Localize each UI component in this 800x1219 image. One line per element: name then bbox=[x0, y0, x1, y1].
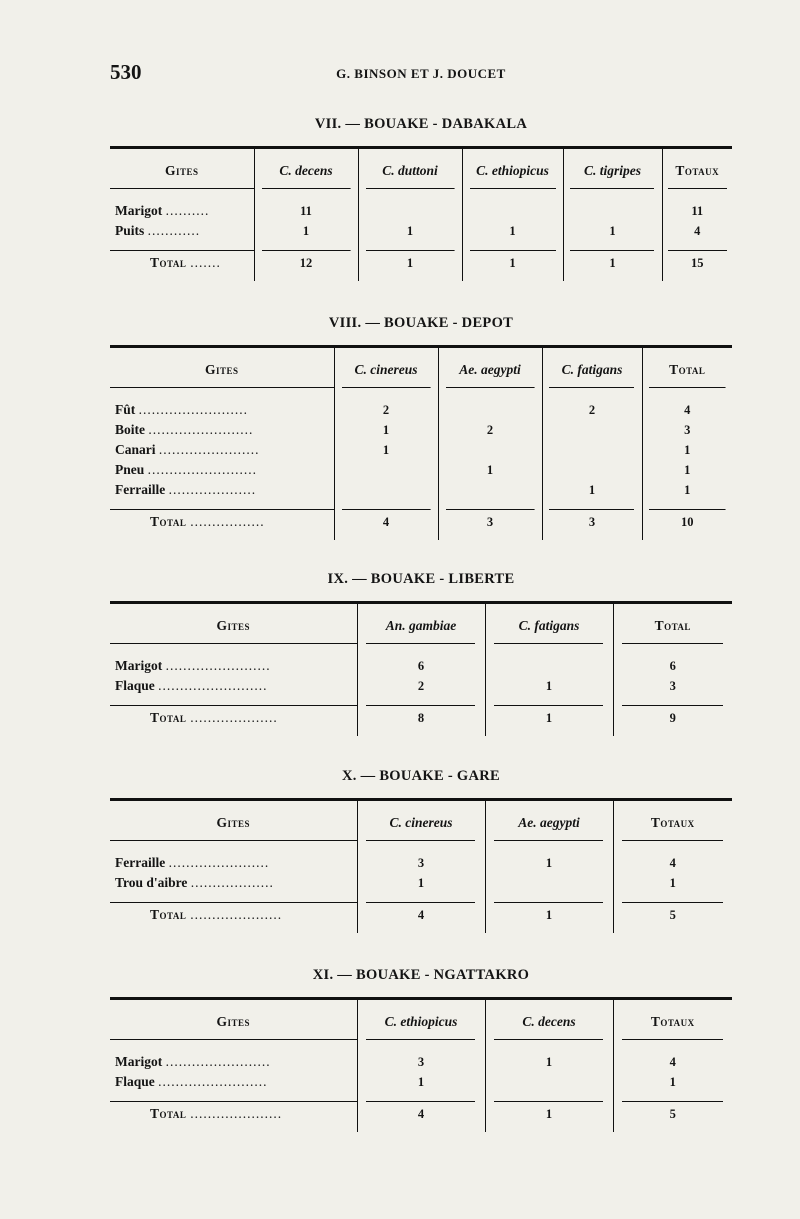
dot-leader: ..................... bbox=[190, 907, 283, 922]
table-xi bbox=[110, 997, 732, 1132]
dot-leader: ....... bbox=[190, 255, 221, 270]
total-label: Total bbox=[150, 255, 187, 270]
cell-value: 1 bbox=[357, 1072, 485, 1096]
section-title: VIII. — BOUAKE - DEPOT bbox=[328, 315, 514, 331]
cell-value bbox=[334, 460, 438, 480]
table-row bbox=[110, 480, 732, 504]
column-header: C. duttoni bbox=[358, 148, 462, 194]
dot-leader: ........................ bbox=[165, 658, 271, 673]
total-row bbox=[110, 897, 732, 933]
cell-value: 1 bbox=[334, 420, 438, 440]
cell-value: 1 bbox=[485, 845, 613, 873]
column-header: C. tigripes bbox=[563, 148, 662, 194]
total-row bbox=[110, 1096, 732, 1132]
column-header: Ae. aegypti bbox=[485, 800, 613, 846]
cell-value: 2 bbox=[334, 392, 438, 420]
section-title: IX. — BOUAKE - LIBERTE bbox=[327, 571, 515, 587]
column-header: C. ethiopicus bbox=[462, 148, 563, 194]
row-label: Marigot bbox=[115, 203, 163, 218]
cell-total: 1 bbox=[642, 440, 732, 460]
cell-total: 5 bbox=[613, 897, 732, 933]
dot-leader: ................... bbox=[190, 875, 274, 890]
cell-total: 11 bbox=[662, 193, 732, 221]
cell-value bbox=[438, 392, 542, 420]
row-label: Boite bbox=[115, 422, 145, 437]
row-label: Ferraille bbox=[115, 855, 166, 870]
cell-value: 3 bbox=[357, 845, 485, 873]
cell-value: 4 bbox=[357, 1096, 485, 1132]
cell-total: 5 bbox=[613, 1096, 732, 1132]
dot-leader: ....................... bbox=[158, 442, 260, 457]
cell-value: 11 bbox=[254, 193, 358, 221]
cell-value bbox=[485, 1072, 613, 1096]
cell-value: 8 bbox=[357, 700, 485, 736]
cell-total: 9 bbox=[613, 700, 732, 736]
cell-value: 2 bbox=[438, 420, 542, 440]
dot-leader: .......... bbox=[165, 203, 210, 218]
table-row bbox=[110, 440, 732, 460]
column-header: Ae. aegypti bbox=[438, 347, 542, 393]
cell-total: 4 bbox=[662, 221, 732, 245]
cell-total: 1 bbox=[642, 480, 732, 504]
dot-leader: ..................... bbox=[190, 1106, 283, 1121]
cell-value: 1 bbox=[563, 245, 662, 281]
column-header: C. ethiopicus bbox=[357, 999, 485, 1045]
cell-value: 1 bbox=[542, 480, 642, 504]
cell-total: 1 bbox=[613, 1072, 732, 1096]
cell-total: 1 bbox=[642, 460, 732, 480]
cell-value bbox=[542, 440, 642, 460]
total-row bbox=[110, 245, 732, 281]
table-row bbox=[110, 1072, 732, 1096]
cell-value bbox=[542, 460, 642, 480]
column-header: C. decens bbox=[485, 999, 613, 1045]
cell-value: 3 bbox=[438, 504, 542, 540]
section-title: X. — BOUAKE - GARE bbox=[341, 768, 501, 784]
table-row bbox=[110, 420, 732, 440]
cell-value: 1 bbox=[438, 460, 542, 480]
cell-total: 3 bbox=[613, 676, 732, 700]
cell-value: 1 bbox=[485, 700, 613, 736]
cell-value bbox=[334, 480, 438, 504]
cell-total: 4 bbox=[613, 1044, 732, 1072]
column-header-gites: Gites bbox=[110, 148, 254, 194]
total-label: Total bbox=[150, 514, 187, 529]
row-label: Fût bbox=[115, 402, 136, 417]
table-row bbox=[110, 221, 732, 245]
column-header: C. decens bbox=[254, 148, 358, 194]
cell-value: 1 bbox=[485, 1096, 613, 1132]
row-label: Marigot bbox=[115, 1054, 163, 1069]
column-header-gites: Gites bbox=[110, 999, 357, 1045]
column-header: An. gambiae bbox=[357, 603, 485, 649]
cell-value: 4 bbox=[357, 897, 485, 933]
table-ix bbox=[110, 601, 732, 736]
row-label: Canari bbox=[115, 442, 156, 457]
cell-value: 3 bbox=[357, 1044, 485, 1072]
cell-value bbox=[563, 193, 662, 221]
total-row bbox=[110, 700, 732, 736]
dot-leader: ................. bbox=[190, 514, 265, 529]
dot-leader: ......................... bbox=[158, 678, 268, 693]
dot-leader: .................... bbox=[168, 482, 257, 497]
row-label: Flaque bbox=[115, 678, 155, 693]
table-vii bbox=[110, 146, 732, 281]
row-label: Ferraille bbox=[115, 482, 166, 497]
column-header-total: Total bbox=[642, 347, 732, 393]
cell-value bbox=[485, 873, 613, 897]
cell-value bbox=[462, 193, 563, 221]
cell-total: 1 bbox=[613, 873, 732, 897]
cell-value: 1 bbox=[357, 873, 485, 897]
column-header: C. cinereus bbox=[357, 800, 485, 846]
cell-value: 1 bbox=[485, 897, 613, 933]
cell-value: 1 bbox=[334, 440, 438, 460]
table-row bbox=[110, 845, 732, 873]
row-label: Flaque bbox=[115, 1074, 155, 1089]
dot-leader: ........................ bbox=[148, 422, 254, 437]
table-x bbox=[110, 798, 732, 933]
column-header: C. fatigans bbox=[485, 603, 613, 649]
column-header-total: Total bbox=[613, 603, 732, 649]
cell-total: 15 bbox=[662, 245, 732, 281]
cell-value bbox=[438, 440, 542, 460]
cell-value bbox=[358, 193, 462, 221]
table-viii bbox=[110, 345, 732, 540]
column-header-total: Totaux bbox=[613, 999, 732, 1045]
cell-value bbox=[485, 648, 613, 676]
cell-value: 1 bbox=[462, 221, 563, 245]
cell-value: 1 bbox=[485, 676, 613, 700]
section-title: VII. — BOUAKE - DABAKALA bbox=[314, 116, 528, 132]
column-header-gites: Gites bbox=[110, 800, 357, 846]
page-number: 530 bbox=[110, 60, 142, 84]
dot-leader: ......................... bbox=[147, 462, 258, 477]
running-title: G. BINSON ET J. DOUCET bbox=[336, 66, 506, 81]
table-row bbox=[110, 873, 732, 897]
table-row bbox=[110, 1044, 732, 1072]
cell-value: 1 bbox=[358, 245, 462, 281]
cell-value: 12 bbox=[254, 245, 358, 281]
cell-value: 6 bbox=[357, 648, 485, 676]
total-label: Total bbox=[150, 907, 187, 922]
cell-value: 1 bbox=[254, 221, 358, 245]
dot-leader: ........................ bbox=[165, 1054, 271, 1069]
table-row bbox=[110, 676, 732, 700]
cell-value: 1 bbox=[462, 245, 563, 281]
page-header bbox=[110, 60, 732, 90]
section-title: XI. — BOUAKE - NGATTAKRO bbox=[312, 967, 530, 983]
cell-value: 1 bbox=[485, 1044, 613, 1072]
table-row bbox=[110, 648, 732, 676]
dot-leader: ......................... bbox=[138, 402, 248, 417]
cell-value: 2 bbox=[542, 392, 642, 420]
column-header-gites: Gites bbox=[110, 347, 334, 393]
table-row bbox=[110, 460, 732, 480]
dot-leader: ....................... bbox=[168, 855, 270, 870]
row-label: Pneu bbox=[115, 462, 145, 477]
row-label: Marigot bbox=[115, 658, 163, 673]
dot-leader: ............ bbox=[147, 223, 201, 238]
cell-total: 6 bbox=[613, 648, 732, 676]
dot-leader: ......................... bbox=[158, 1074, 268, 1089]
total-label: Total bbox=[150, 1106, 187, 1121]
table-row bbox=[110, 193, 732, 221]
column-header-gites: Gites bbox=[110, 603, 357, 649]
column-header: C. cinereus bbox=[334, 347, 438, 393]
total-row bbox=[110, 504, 732, 540]
cell-value: 4 bbox=[334, 504, 438, 540]
cell-value: 2 bbox=[357, 676, 485, 700]
column-header: C. fatigans bbox=[542, 347, 642, 393]
dot-leader: .................... bbox=[190, 710, 278, 725]
cell-value: 1 bbox=[563, 221, 662, 245]
cell-total: 4 bbox=[613, 845, 732, 873]
cell-total: 4 bbox=[642, 392, 732, 420]
cell-value bbox=[438, 480, 542, 504]
cell-value: 3 bbox=[542, 504, 642, 540]
cell-total: 10 bbox=[642, 504, 732, 540]
row-label: Puits bbox=[115, 223, 145, 238]
row-label: Trou d'aibre bbox=[115, 875, 188, 890]
cell-value: 1 bbox=[358, 221, 462, 245]
column-header-total: Totaux bbox=[662, 148, 732, 194]
cell-value bbox=[542, 420, 642, 440]
column-header-total: Totaux bbox=[613, 800, 732, 846]
cell-total: 3 bbox=[642, 420, 732, 440]
table-row bbox=[110, 392, 732, 420]
total-label: Total bbox=[150, 710, 187, 725]
